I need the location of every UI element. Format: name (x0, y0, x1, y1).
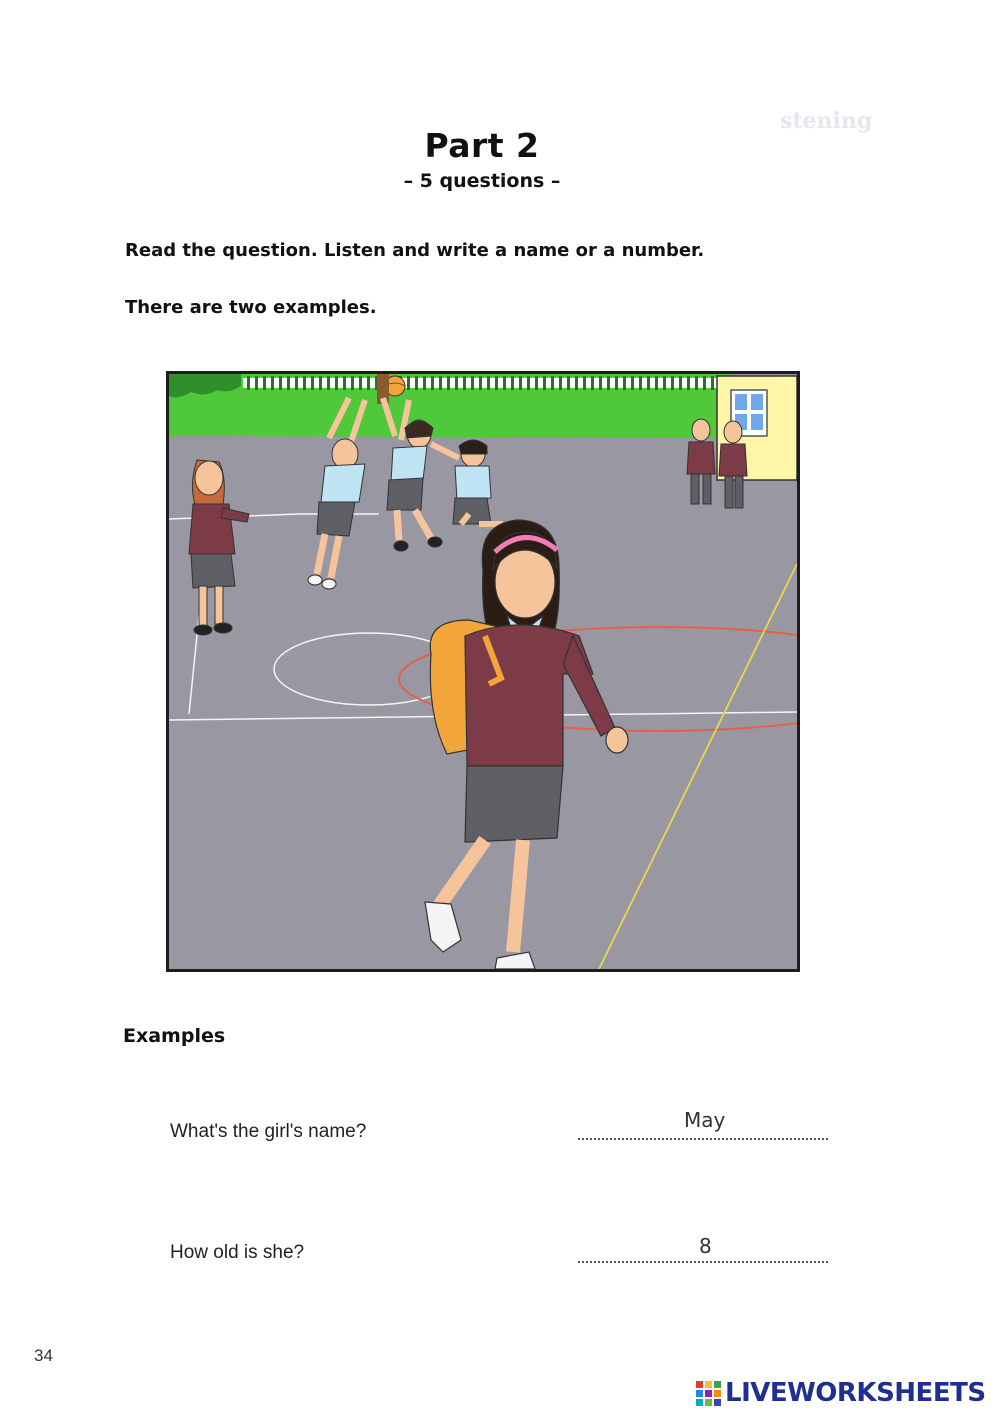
fence-post (527, 376, 530, 390)
logo-text: LIVEWORKSHEETS (725, 1378, 986, 1408)
fence-post (583, 376, 586, 390)
logo-square (696, 1381, 703, 1388)
fence-post (647, 376, 650, 390)
fence-post (455, 376, 458, 390)
liveworksheets-logo[interactable] (696, 1378, 986, 1408)
fence-post (623, 376, 626, 390)
fence-post (439, 376, 442, 390)
fence-post (255, 376, 258, 390)
fence-post (655, 376, 658, 390)
logo-square (705, 1399, 712, 1406)
logo-grid-icon (696, 1381, 721, 1406)
fence-post (639, 376, 642, 390)
fence-post (487, 376, 490, 390)
fence-post (671, 376, 674, 390)
logo-square (696, 1390, 703, 1397)
fence-post (511, 376, 514, 390)
fence-post (423, 376, 426, 390)
fence-post (263, 376, 266, 390)
fence-post (351, 376, 354, 390)
examples-label: Examples (123, 1025, 226, 1047)
answer-line-1 (578, 1138, 828, 1140)
logo-square (705, 1390, 712, 1397)
fence-post (503, 376, 506, 390)
fence-post (431, 376, 434, 390)
fence-post (343, 376, 346, 390)
fence-post (407, 376, 410, 390)
fence-post (679, 376, 682, 390)
answer-line-2 (578, 1261, 828, 1263)
logo-square (714, 1390, 721, 1397)
fence-post (287, 376, 290, 390)
show-through-text: stening (780, 108, 873, 134)
fence-post (479, 376, 482, 390)
example-answer-1: May (684, 1108, 726, 1132)
logo-square (705, 1381, 712, 1388)
fence-post (495, 376, 498, 390)
fence-post (335, 376, 338, 390)
fence-post (631, 376, 634, 390)
logo-square (714, 1381, 721, 1388)
fence-post (367, 376, 370, 390)
fence-post (471, 376, 474, 390)
examples-note: There are two examples. (125, 297, 377, 318)
example-question-1: What's the girl's name? (170, 1121, 367, 1142)
logo-square (714, 1399, 721, 1406)
fence-post (607, 376, 610, 390)
fence-post (295, 376, 298, 390)
fence-post (559, 376, 562, 390)
example-answer-2: 8 (699, 1234, 712, 1258)
fence-post (447, 376, 450, 390)
fence-post (415, 376, 418, 390)
fence-post (711, 376, 714, 390)
fence-post (551, 376, 554, 390)
fence-post (575, 376, 578, 390)
page-subtitle: – 5 questions – (403, 170, 561, 192)
fence-post (303, 376, 306, 390)
fence-post (359, 376, 362, 390)
fence-post (311, 376, 314, 390)
fence-post (615, 376, 618, 390)
fence-post (591, 376, 594, 390)
fence-post (695, 376, 698, 390)
example-question-2: How old is she? (170, 1242, 305, 1263)
page-number: 34 (34, 1346, 53, 1365)
schoolyard-illustration (166, 371, 800, 972)
fence-post (463, 376, 466, 390)
fence-post (319, 376, 322, 390)
fence-post (247, 376, 250, 390)
fence-post (599, 376, 602, 390)
fence-post (543, 376, 546, 390)
fence-post (535, 376, 538, 390)
fence (243, 376, 721, 390)
fence-post (279, 376, 282, 390)
page-title: Part 2 (424, 126, 540, 165)
logo-square (696, 1399, 703, 1406)
fence-post (703, 376, 706, 390)
fence-post (567, 376, 570, 390)
instruction-text: Read the question. Listen and write a name or a number. (125, 240, 705, 261)
fence-post (271, 376, 274, 390)
fence-post (663, 376, 666, 390)
fence-post (327, 376, 330, 390)
fence-post (687, 376, 690, 390)
fence-post (519, 376, 522, 390)
